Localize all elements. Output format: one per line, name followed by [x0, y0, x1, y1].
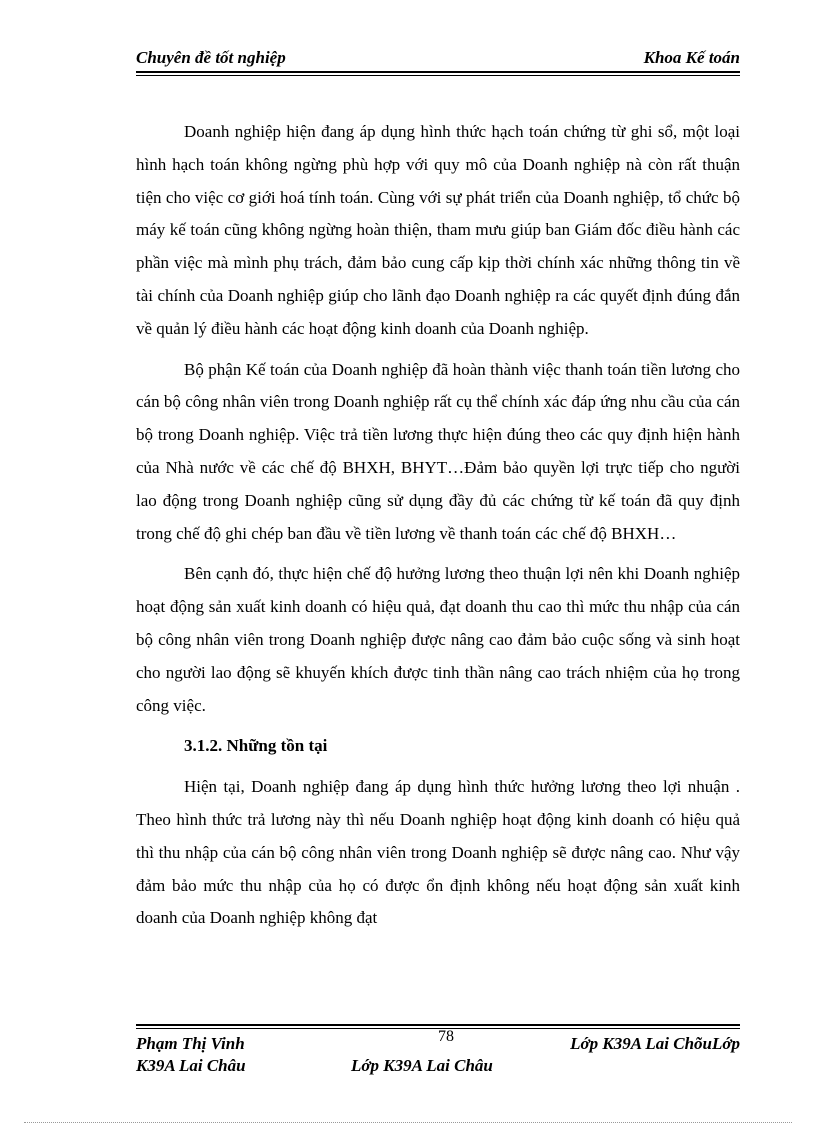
paragraph-4: Hiện tại, Doanh nghiệp đang áp dụng hình thức hưởng lương theo lợi nhuận . Theo hình thức trả lương này thì nếu Doanh nghiệp hoạt động kinh doanh có hiệu quả thì thu nhập của cán bộ công nhân viên trong Doanh nghiệp sẽ được nâng cao. Như vậy đảm bảo mức thu nhập của họ có được ổn định không nếu hoạt động sản xuất kinh doanh của Doanh nghiệp không đạt	[136, 777, 740, 928]
paragraph-2: Bộ phận Kế toán của Doanh nghiệp đã hoàn thành việc thanh toán tiền lương cho cán bộ công nhân viên trong Doanh nghiệp rất cụ thể chính xác đáp ứng nhu cầu của cán bộ trong Doanh nghiệp. Việc trả tiền lương thực hiện đúng theo các quy định hiện hành của Nhà nước về các chế độ BHXH, BHYT…Đảm bảo quyền lợi trực tiếp cho người lao động trong Doanh nghiệp cũng sử dụng đầy đủ các chứng từ kế toán đã quy định trong chế độ ghi chép ban đầu về tiền lương về thanh toán các chế độ BHXH…	[136, 359, 740, 543]
footer-class-right: Lớp K39A Lai ChõuLớp	[570, 1034, 740, 1053]
page-footer	[136, 1024, 740, 1084]
page-header	[136, 48, 740, 72]
paragraph-1: Doanh nghiệp hiện đang áp dụng hình thức hạch toán chứng từ ghi sổ, một loại hình hạch toán không ngừng phù hợp với quy mô của Doanh nghiệp nà còn rất thuận tiện cho việc cơ giới hoá tính toán. Cùng với sự phát triển của Doanh nghiệp, tổ chức bộ máy kế toán cũng không ngừng hoàn thiện, tham mưu giúp ban Giám đốc điều hành các phần việc mà mình phụ trách, đảm bảo cung cấp kịp thời chính xác những thông tin về tài chính của Doanh nghiệp giúp cho lãnh đạo Doanh nghiệp ra các quyết định đúng đắn về quản lý điều hành các hoạt động kinh doanh của Doanh nghiệp.	[136, 122, 740, 338]
footer-class-left: K39A Lai Châu	[136, 1056, 246, 1075]
document-body	[136, 116, 740, 935]
header-rule	[136, 71, 740, 73]
header-rule-thin	[136, 75, 740, 76]
footer-class-center: Lớp K39A Lai Châu	[351, 1056, 493, 1075]
section-heading: 3.1.2. Những tồn tại	[184, 736, 328, 756]
header-title: Chuyên đề tốt nghiệp	[136, 48, 286, 67]
header-department: Khoa Kế toán	[643, 48, 740, 67]
footer-author: Phạm Thị Vinh	[136, 1034, 245, 1053]
footer-rule	[136, 1024, 740, 1026]
page-number: 78	[438, 1028, 454, 1045]
paragraph-3: Bên cạnh đó, thực hiện chế độ hưởng lương theo thuận lợi nên khi Doanh nghiệp hoạt động sản xuất kinh doanh có hiệu quả, đạt doanh thu cao thì mức thu nhập của cán bộ công nhân viên trong Doanh nghiệp được nâng cao đảm bảo cuộc sống và sinh hoạt cho người lao động sẽ khuyến khích được tinh thần nâng cao trách nhiệm của họ trong công việc.	[136, 564, 740, 715]
